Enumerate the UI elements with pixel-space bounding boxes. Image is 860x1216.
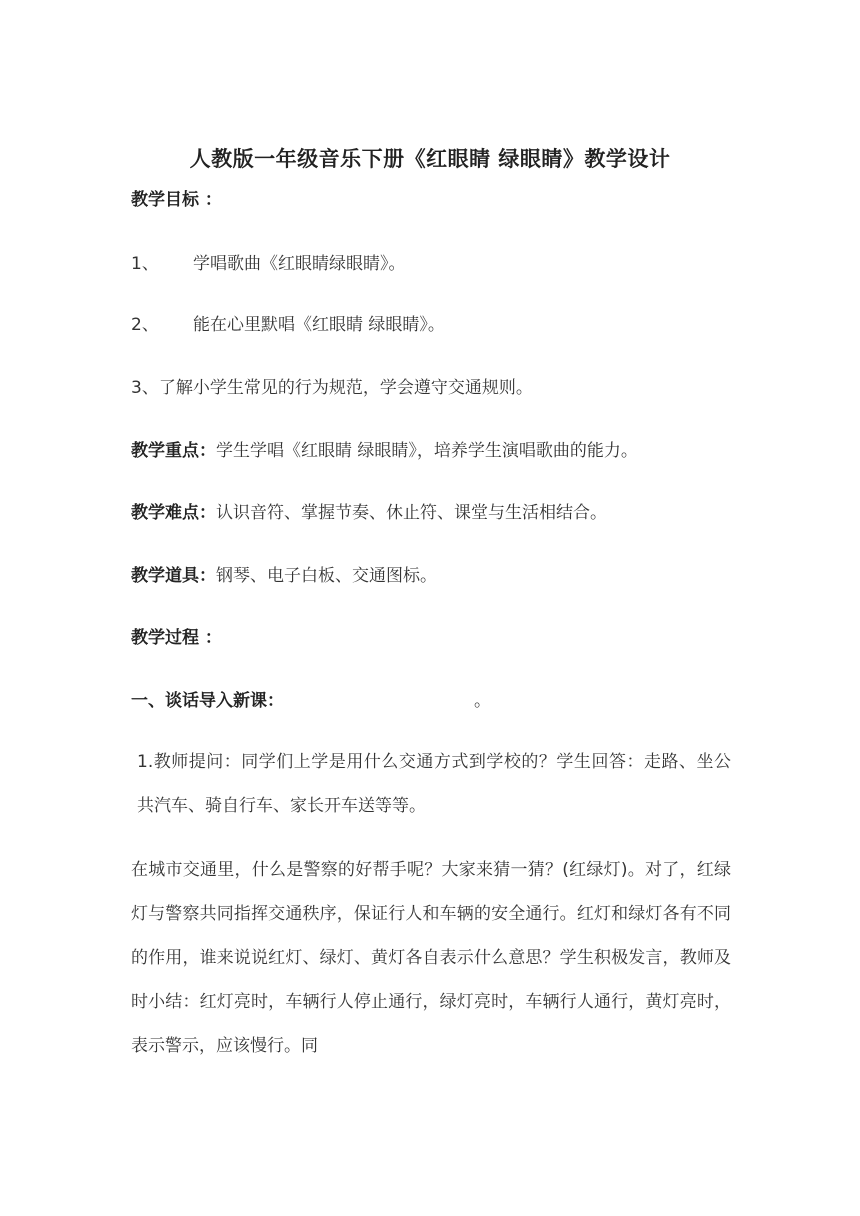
objective-number: 2、 bbox=[131, 315, 159, 335]
tools-line bbox=[131, 564, 437, 588]
tools-label: 教学道具： bbox=[131, 566, 216, 586]
objective-item-3 bbox=[131, 376, 533, 400]
document-title: 人教版一年级音乐下册《红眼睛 绿眼睛》教学设计 bbox=[189, 147, 671, 171]
section1-heading: 一、谈话导入新课： bbox=[131, 691, 284, 711]
difficulty-text: 认识音符、掌握节奏、休止符、课堂与生活相结合。 bbox=[216, 503, 607, 523]
objective-text: 3、了解小学生常见的行为规范，学会遵守交通规则。 bbox=[131, 378, 533, 398]
tools-text: 钢琴、电子白板、交通图标。 bbox=[216, 566, 437, 586]
objective-text: 学唱歌曲《红眼睛绿眼睛》。 bbox=[193, 254, 406, 274]
key-point-line bbox=[131, 439, 638, 463]
key-point-label: 教学重点： bbox=[131, 441, 216, 461]
process-heading: 教学过程 ： bbox=[131, 628, 222, 648]
paragraph-2: 在城市交通里，什么是警察的好帮手呢？大家来猜一猜？(红绿灯)。对了，红绿灯与警察共同指挥交通秩序，保证行人和车辆的安全通行。红灯和绿灯各有不同的作用，谁来说说红灯、绿灯、黄灯各自表示什么意思？学生积极发言，教师及时小结：红灯亮时，车辆行人停止通行，绿灯亮时，车辆行人通行，黄灯亮时，表示警示，应该慢行。同 bbox=[131, 860, 731, 1056]
objective-text: 能在心里默唱《红眼睛 绿眼睛》。 bbox=[193, 315, 445, 335]
objective-number: 1、 bbox=[131, 254, 159, 274]
key-point-text: 学生学唱《红眼睛 绿眼睛》，培养学生演唱歌曲的能力。 bbox=[216, 441, 638, 461]
section1-heading-line bbox=[131, 689, 491, 713]
difficulty-label: 教学难点： bbox=[131, 503, 216, 523]
objective-item-2 bbox=[131, 313, 445, 337]
objective-item-1 bbox=[131, 252, 406, 276]
section1-trailing-mark: 。 bbox=[474, 691, 491, 711]
difficulty-line bbox=[131, 501, 607, 525]
objectives-heading: 教学目标 ： bbox=[131, 190, 222, 210]
paragraph-1: 1.教师提问：同学们上学是用什么交通方式到学校的？学生回答：走路、坐公共汽车、骑自行车、家长开车送等等。 bbox=[137, 752, 731, 816]
